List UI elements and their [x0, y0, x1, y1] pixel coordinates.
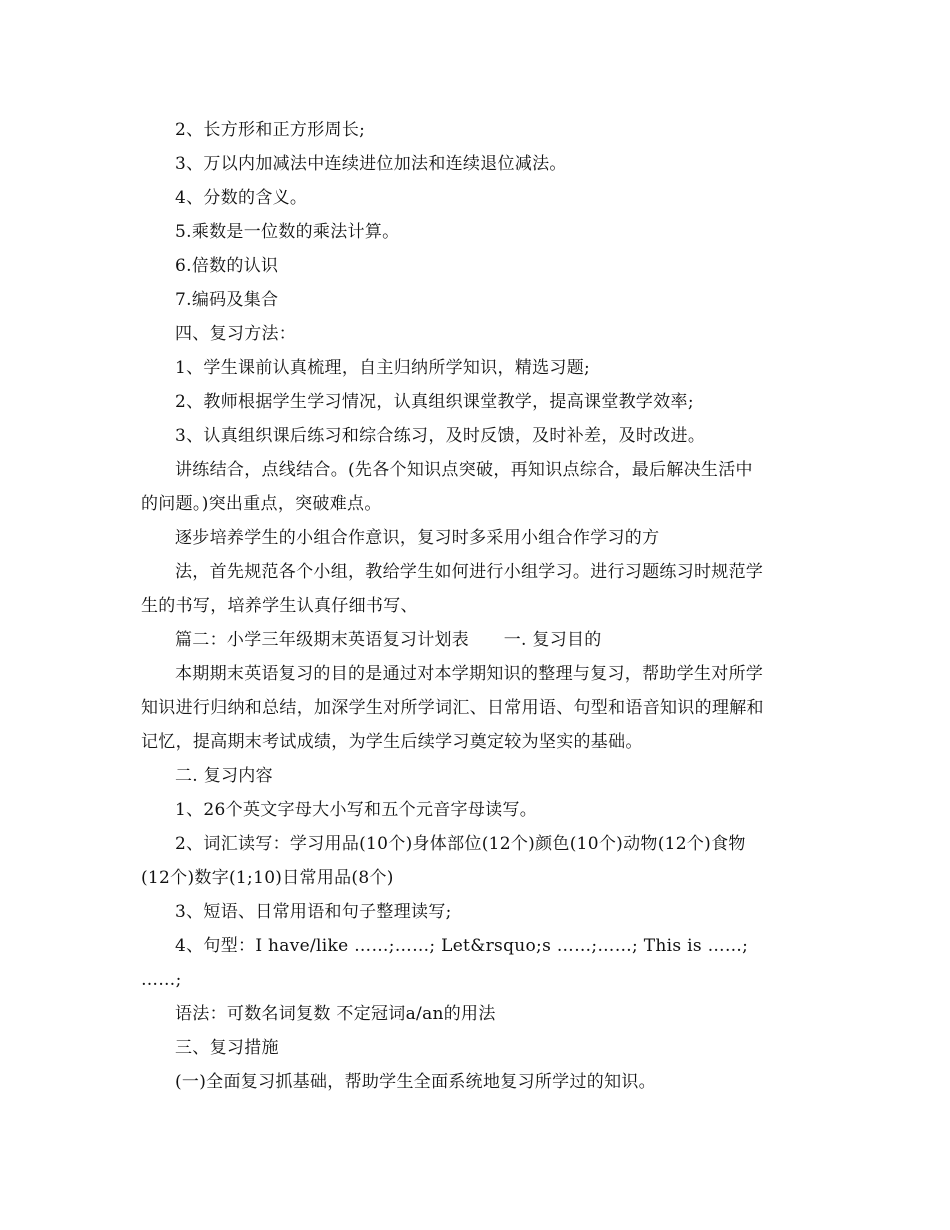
text-line: 2、词汇读写：学习用品(10个)身体部位(12个)颜色(10个)动物(12个)食物	[175, 834, 746, 854]
section-heading: 四、复习方法：	[175, 324, 297, 344]
text-line: 3、短语、日常用语和句子整理读写;	[175, 902, 452, 922]
text-line: 逐步培养学生的小组合作意识，复习时多采用小组合作学习的方	[175, 528, 660, 548]
text-line: 1、26个英文字母大小写和五个元音字母读写。	[175, 800, 538, 820]
text-line: (一)全面复习抓基础，帮助学生全面系统地复习所学过的知识。	[175, 1072, 656, 1092]
text-line: 记忆，提高期末考试成绩，为学生后续学习奠定较为坚实的基础。	[141, 732, 643, 752]
section-heading: 二. 复习内容	[175, 766, 273, 786]
text-line: 6.倍数的认识	[175, 256, 279, 276]
text-line: 4、句型：I have/like ……;……; Let&rsquo;s ……;……; This is ……;	[175, 936, 749, 956]
text-line: 生的书写，培养学生认真仔细书写、	[141, 596, 418, 616]
text-line: 本期期末英语复习的目的是通过对本学期知识的整理与复习，帮助学生对所学	[175, 664, 764, 684]
text-line: ……;	[141, 970, 182, 990]
section-heading: 三、复习措施	[175, 1038, 279, 1058]
text-line: 2、长方形和正方形周长;	[175, 120, 366, 140]
text-line: 4、分数的含义。	[175, 188, 308, 208]
text-line: 讲练结合，点线结合。(先各个知识点突破，再知识点综合，最后解决生活中	[175, 460, 753, 480]
text-line: 7.编码及集合	[175, 290, 279, 310]
text-line: 法，首先规范各个小组，教给学生如何进行小组学习。进行习题练习时规范学	[175, 562, 764, 582]
text-line: 知识进行归纳和总结，加深学生对所学词汇、日常用语、句型和语音知识的理解和	[141, 698, 764, 718]
text-line: 2、教师根据学生学习情况，认真组织课堂教学，提高课堂教学效率;	[175, 392, 694, 412]
text-line: 语法：可数名词复数 不定冠词a/an的用法	[175, 1004, 496, 1024]
text-line: 3、认真组织课后练习和综合练习，及时反馈，及时补差，及时改进。	[175, 426, 706, 446]
section-heading: 篇二：小学三年级期末英语复习计划表 一. 复习目的	[175, 630, 602, 650]
text-line: 的问题。)突出重点，突破难点。	[141, 494, 382, 514]
text-line: 1、学生课前认真梳理，自主归纳所学知识，精选习题;	[175, 358, 591, 378]
text-line: (12个)数字(1;10)日常用品(8个)	[141, 868, 394, 888]
text-line: 3、万以内加减法中连续进位加法和连续退位减法。	[175, 154, 567, 174]
text-line: 5.乘数是一位数的乘法计算。	[175, 222, 400, 242]
